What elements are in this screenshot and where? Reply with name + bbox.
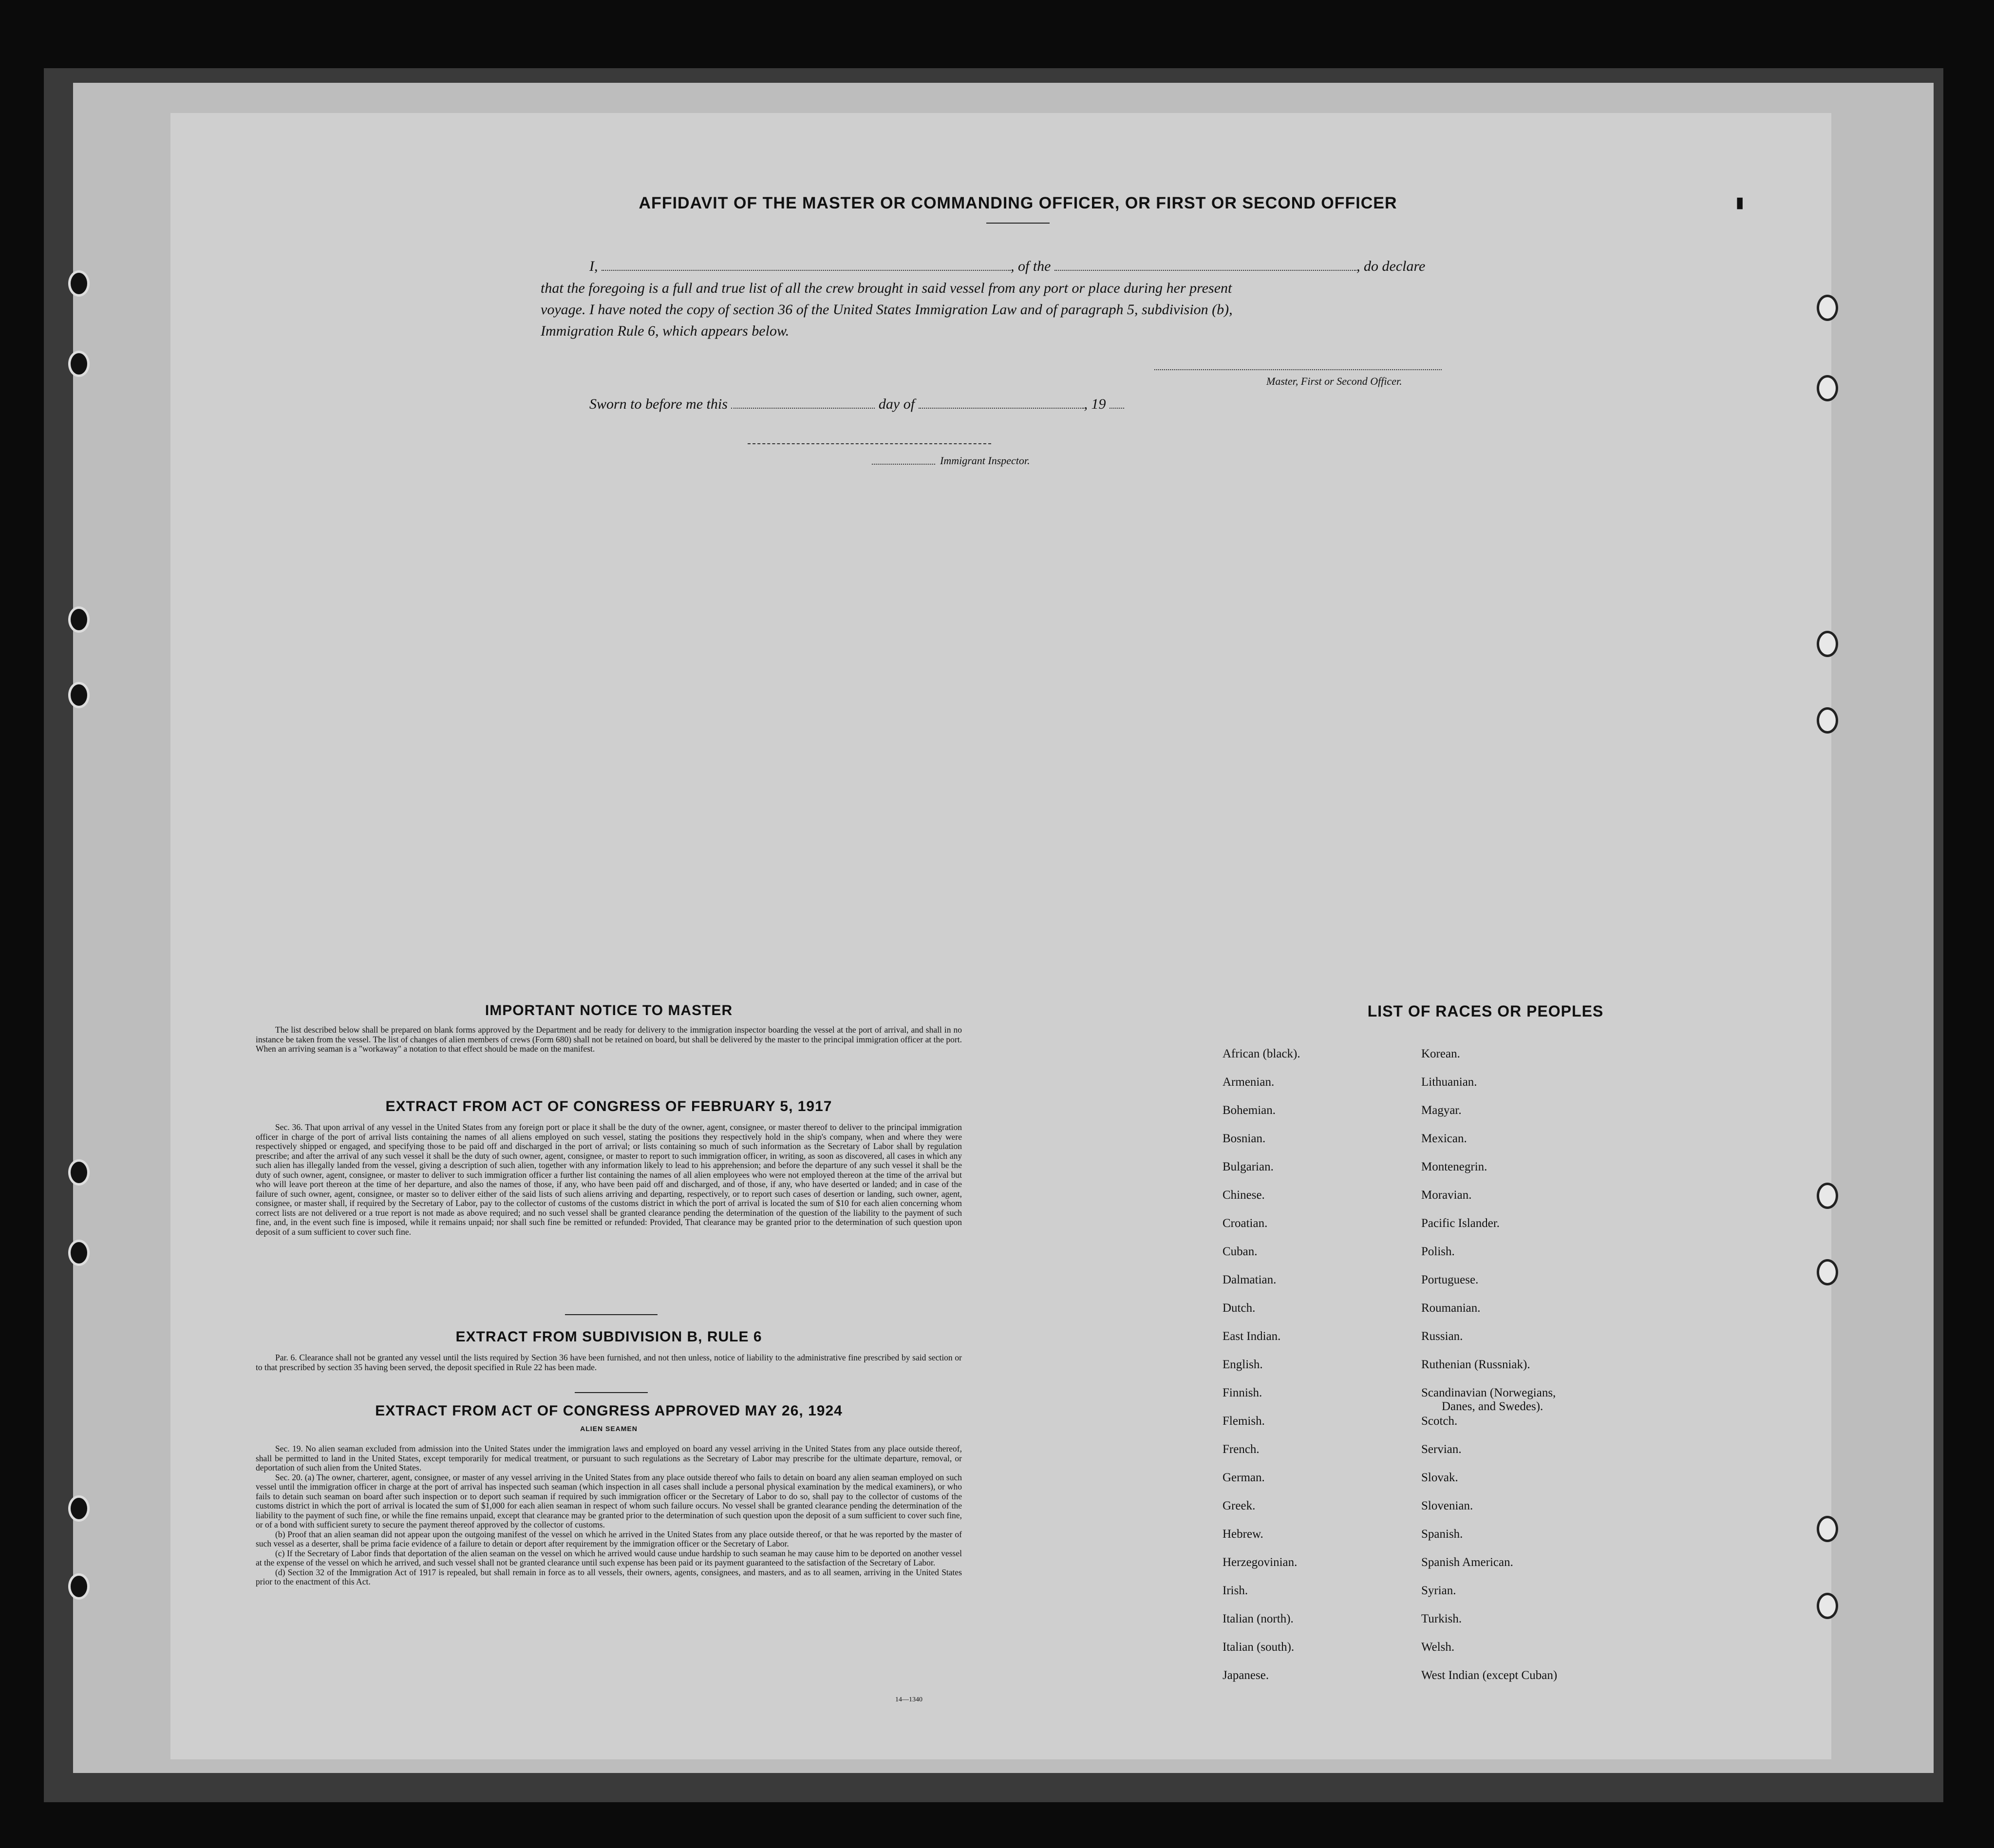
sec-20a-text: Sec. 20. (a) The owner, charterer, agent, consignee, or master of any vessel arriving in the United States from any place outside thereof who fails to detain on board any alien seaman employed on such vessel until the immigration officer in charge at the port of arrival has inspected such seaman (which inspection in all cases shall include a personal physical examination by the medical examiners), or who fails to detain such seaman on board after such inspection or to deport such seaman if required by such immigration officer or the Secretary of Labor to do so, shall pay to the collector of customs of the customs district in which the port of arrival is located the sum of $1,000 for each alien seaman in respect of whom such failure occurs. No vessel shall be granted clearance pending the determination of the liability to the payment of such fine, or while the fine remains unpaid, except that clearance may be granted prior to the determination of such question upon the deposit of a sum sufficient to cover such fine, or of a bond with sufficient surety to secure the payment thereof approved by the collector of customs. <box>256 1472 962 1529</box>
rule-6-title: EXTRACT FROM SUBDIVISION B, RULE 6 <box>455 1329 762 1345</box>
section-divider <box>575 1392 648 1393</box>
binder-hole <box>1817 1183 1838 1209</box>
binder-hole <box>1817 375 1838 401</box>
binder-hole <box>68 351 90 377</box>
section-divider <box>565 1314 658 1315</box>
race-item: Herzegovinian. <box>1223 1556 1298 1569</box>
sec-20c-text: (c) If the Secretary of Labor finds that deportation of the alien seaman on the vessel on which he arrived would cause undue hardship to such seaman he may cause him to be deported on another vessel at the expense of the vessel on which he arrived, and such vessel shall not be granted clearance until such expense has been paid or its payment guaranteed to the satisfaction of the Secretary of Labor. <box>256 1548 962 1567</box>
year-blank <box>1110 397 1124 409</box>
race-item: Italian (south). <box>1223 1641 1295 1654</box>
race-item: Spanish American. <box>1421 1556 1513 1569</box>
vessel-blank <box>1054 259 1356 271</box>
race-item: African (black). <box>1223 1047 1300 1060</box>
extract-1924-body <box>256 1444 962 1587</box>
race-item: Servian. <box>1421 1443 1462 1456</box>
binder-hole <box>1817 707 1838 734</box>
race-item: Scotch. <box>1421 1414 1458 1428</box>
race-item: Italian (north). <box>1223 1612 1294 1625</box>
sworn-line <box>589 394 1223 415</box>
notice-title: IMPORTANT NOTICE TO MASTER <box>485 1002 733 1018</box>
declaration-line-2: that the foregoing is a full and true list of all the crew brought in said vessel from any port or place during her present <box>541 280 1232 296</box>
race-item: Greek. <box>1223 1499 1256 1512</box>
name-blank <box>602 259 1011 271</box>
race-item: East Indian. <box>1223 1330 1281 1343</box>
extract-1924-title: EXTRACT FROM ACT OF CONGRESS APPROVED MAY 26, 1924 <box>375 1403 843 1419</box>
race-item: Irish. <box>1223 1584 1248 1597</box>
race-item: Lithuanian. <box>1421 1075 1477 1089</box>
sec-20d-text: (d) Section 32 of the Immigration Act of 1917 is repealed, but shall remain in force as to all vessels, their owners, agents, consignees, and masters, and as to all seamen, arriving in the United States prior to the enactment of this Act. <box>256 1567 962 1586</box>
binder-hole <box>68 1495 90 1522</box>
year-prefix: , 19 <box>1084 396 1106 412</box>
sec-19-text: Sec. 19. No alien seaman excluded from admission into the United States under the immigration laws and employed on board any vessel arriving in the United States from any place outside thereof, shall be permitted to land in the United States, except temporarily for medical treatment, or pursuant to such regulations as the Secretary of Labor may prescribe for the ultimate departure, removal, or deportation of such alien from the United States. <box>256 1444 962 1472</box>
race-item: Finnish. <box>1223 1386 1262 1399</box>
race-item: English. <box>1223 1358 1263 1371</box>
form-number: 14—1340 <box>895 1696 922 1703</box>
binder-hole <box>68 1573 90 1600</box>
day-blank <box>731 397 875 409</box>
race-item: Scandinavian (Norwegians, <box>1421 1386 1556 1399</box>
notice-body <box>256 1025 962 1054</box>
binder-hole <box>1817 1259 1838 1285</box>
race-item: Spanish. <box>1421 1527 1463 1541</box>
day-of-label: day of <box>878 396 915 412</box>
race-item: Polish. <box>1421 1245 1455 1258</box>
race-item: Ruthenian (Russniak). <box>1421 1358 1530 1371</box>
race-item: German. <box>1223 1471 1265 1484</box>
race-item: Welsh. <box>1421 1641 1455 1654</box>
binder-hole <box>1817 1516 1838 1542</box>
race-item-continuation: Danes, and Swedes). <box>1442 1400 1543 1413</box>
binder-hole <box>68 270 90 297</box>
race-item: Cuban. <box>1223 1245 1258 1258</box>
master-signature-line <box>1154 369 1442 370</box>
race-item: Bohemian. <box>1223 1104 1276 1117</box>
binder-hole <box>68 682 90 708</box>
race-item: Roumanian. <box>1421 1301 1481 1315</box>
race-item: Croatian. <box>1223 1217 1268 1230</box>
extract-1917-body <box>256 1123 962 1237</box>
race-item: Moravian. <box>1421 1188 1472 1202</box>
master-signature-label: Master, First or Second Officer. <box>1266 375 1402 387</box>
month-blank <box>919 397 1084 409</box>
race-item: Chinese. <box>1223 1188 1265 1202</box>
binder-hole <box>1817 631 1838 657</box>
race-item: Flemish. <box>1223 1414 1265 1428</box>
affidavit-title: AFFIDAVIT OF THE MASTER OR COMMANDING OFFICER, OR FIRST OR SECOND OFFICER <box>639 194 1397 212</box>
sec-36-text: Sec. 36. That upon arrival of any vessel in the United States from any foreign port or place it shall be the duty of the owner, agent, consignee, or master thereof to deliver to the principal immigration officer in charge of the port of arrival lists containing the names of all aliens employed on such vessel, stating the positions they respectively hold in the ship's company, when and where they were respectively shipped or engaged, and specifying those to be paid off and discharged in the port of arrival; or lists containing so much of such information as the Secretary of Labor shall by regulation prescribe; and after the arrival of any such vessel it shall be the duty of such owner, agent, consignee, or master to report to such immigration officer, in writing, as soon as discovered, all cases in which any such alien has illegally landed from the vessel, giving a description of such alien, together with any information likely to lead to his apprehension; and before the departure of any such vessel it shall be the duty of such owner, agent, consignee, or master to deliver to such immigration officer a further list containing the names of all alien employees who were not employed thereon at the time of the arrival but who will leave port thereon at the time of her departure, and also the names of those, if any, who have been paid off and discharged, and of those, if any, who have deserted or landed; and in case of the failure of such owner, agent, consignee, or master so to deliver either of the said lists of such aliens arriving and departing, respectively, or to report such cases of desertion or landing, such owner, agent, consignee, or master shall, if required by the Secretary of Labor, pay to the collector of customs of the customs district in which the port of arrival is located the sum of $10 for each alien concerning whom correct lists are not delivered or a true report is not made as above required; and no such vessel shall be granted clearance pending the determination of the question of the liability to the payment of such fine, and, in the event such fine is imposed, while it remains unpaid; nor shall such fine be remitted or refunded: Provided, That clearance may be granted prior to the determination of such question upon deposit of a sum sufficient to cover such fine. <box>256 1122 962 1237</box>
alien-seamen-subtitle: ALIEN SEAMEN <box>580 1425 638 1433</box>
race-item: Syrian. <box>1421 1584 1456 1597</box>
race-item: Portuguese. <box>1421 1273 1479 1286</box>
extract-1917-title: EXTRACT FROM ACT OF CONGRESS OF FEBRUARY 5, 1917 <box>385 1098 832 1114</box>
declaration-line-3: voyage. I have noted the copy of section 36 of the United States Immigration Law and of paragraph 5, subdivision (b), <box>541 302 1233 318</box>
race-item: Dutch. <box>1223 1301 1256 1315</box>
race-item: Hebrew. <box>1223 1527 1263 1541</box>
race-item: West Indian (except Cuban) <box>1421 1669 1558 1682</box>
race-item: Slovak. <box>1421 1471 1458 1484</box>
margin-mark: ▮ <box>1734 193 1746 215</box>
race-item: Mexican. <box>1421 1132 1467 1145</box>
par-6-text: Par. 6. Clearance shall not be granted any vessel until the lists required by Section 36 have been furnished, and not then unless, notice of liability to the administrative fine prescribed by said section or to that prescribed by section 35 having been served, the deposit specified in Rule 22 has been made. <box>256 1353 962 1372</box>
race-item: Magyar. <box>1421 1104 1462 1117</box>
declaration-line-1 <box>589 256 1490 277</box>
declaration-declare-label: , do declare <box>1356 258 1426 274</box>
race-item: Japanese. <box>1223 1669 1269 1682</box>
race-item: Pacific Islander. <box>1421 1217 1500 1230</box>
binder-hole <box>1817 295 1838 321</box>
sworn-label: Sworn to before me this <box>589 396 728 412</box>
race-item: Korean. <box>1421 1047 1460 1060</box>
binder-hole <box>1817 1593 1838 1619</box>
race-item: French. <box>1223 1443 1260 1456</box>
declaration-line-4: Immigration Rule 6, which appears below. <box>541 323 790 339</box>
binder-hole <box>68 606 90 633</box>
declaration-i-label: I, <box>589 258 598 274</box>
race-item: Russian. <box>1421 1330 1463 1343</box>
race-item: Slovenian. <box>1421 1499 1473 1512</box>
race-item: Turkish. <box>1421 1612 1462 1625</box>
races-title: LIST OF RACES OR PEOPLES <box>1367 1002 1604 1020</box>
sec-20b-text: (b) Proof that an alien seaman did not appear upon the outgoing manifest of the vessel on which he arrived in the United States from any place outside thereof, or that he was reported by the master of such vessel as a deserter, shall be prima facie evidence of a failure to detain or deport after requirement by the immigration officer or the Secretary of Labor. <box>256 1529 962 1548</box>
title-divider <box>986 223 1050 224</box>
inspector-signature-line <box>748 443 991 444</box>
declaration-of-the-label: , of the <box>1011 258 1051 274</box>
race-item: Bosnian. <box>1223 1132 1266 1145</box>
race-item: Bulgarian. <box>1223 1160 1274 1173</box>
race-item: Armenian. <box>1223 1075 1275 1089</box>
inspector-label: Immigrant Inspector. <box>940 454 1030 467</box>
binder-hole <box>68 1159 90 1186</box>
race-item: Dalmatian. <box>1223 1273 1277 1286</box>
inspector-dotted <box>872 464 935 465</box>
rule-6-body <box>256 1353 962 1372</box>
notice-text: The list described below shall be prepared on blank forms approved by the Department and be ready for delivery to the immigration inspector boarding the vessel at the port of arrival, and shall in no instance be taken from the vessel. The list of changes of alien members of crews (Form 680) shall not be retained on board, but shall be delivered by the master to the principal immigration officer at the port. When an arriving seaman is a "workaway" a notation to that effect should be made on the manifest. <box>256 1025 962 1054</box>
binder-hole <box>68 1240 90 1266</box>
race-item: Montenegrin. <box>1421 1160 1487 1173</box>
